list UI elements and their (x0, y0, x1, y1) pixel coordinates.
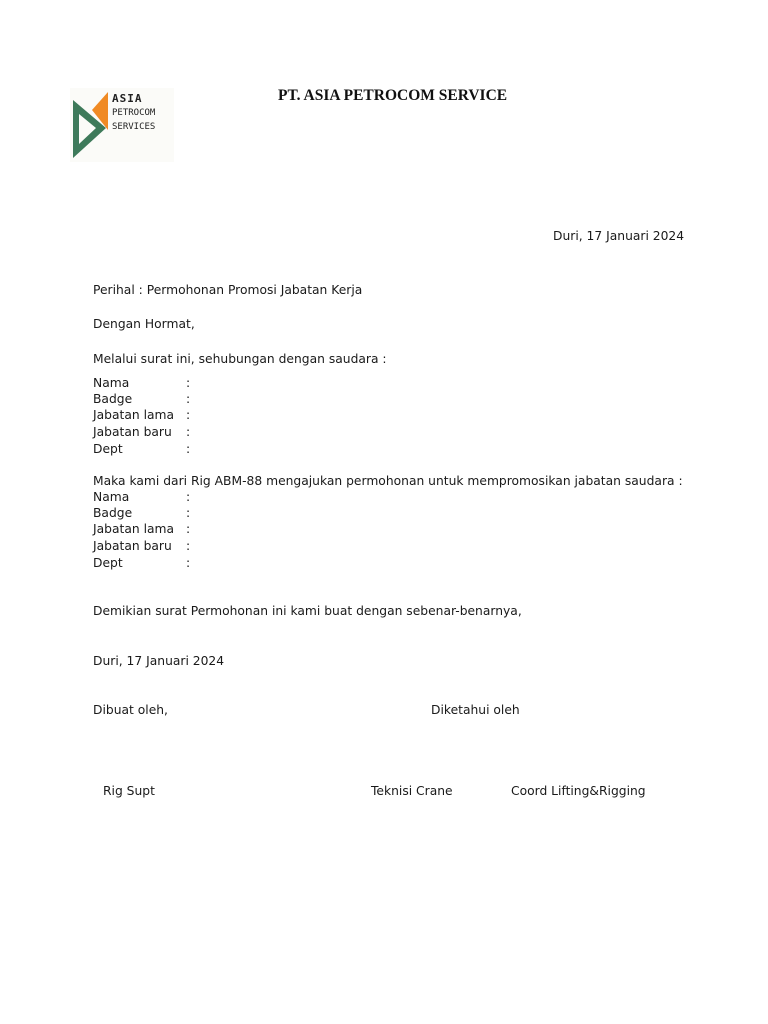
field-label: Jabatan lama (93, 522, 175, 536)
logo-mark-icon (70, 88, 112, 162)
intro-paragraph: Melalui surat ini, sehubungan dengan saudara : (93, 352, 387, 366)
field-colon: : (186, 506, 191, 520)
made-by-label: Dibuat oleh, (93, 703, 168, 717)
field-colon: : (186, 490, 191, 504)
field-colon: : (186, 556, 191, 570)
field-colon: : (186, 376, 191, 390)
signatory-teknisi-crane: Teknisi Crane (371, 784, 453, 798)
field-label: Dept (93, 556, 123, 570)
field-label: Badge (93, 392, 133, 406)
company-title: PT. ASIA PETROCOM SERVICE (278, 87, 508, 104)
signatory-rig-supt: Rig Supt (103, 784, 155, 798)
field-colon: : (186, 408, 191, 422)
field-colon: : (186, 425, 191, 439)
acknowledged-by-label: Diketahui oleh (431, 703, 520, 717)
field-label: Jabatan baru (93, 425, 172, 439)
field-label: Badge (93, 506, 133, 520)
date-bottom: Duri, 17 Januari 2024 (93, 654, 225, 668)
closing-paragraph: Demikian surat Permohonan ini kami buat dengan sebenar-benarnya, (93, 604, 522, 618)
field-label: Nama (93, 376, 130, 390)
greeting: Dengan Hormat, (93, 317, 195, 331)
company-logo (70, 88, 174, 162)
field-colon: : (186, 522, 191, 536)
field-label: Jabatan baru (93, 539, 172, 553)
signatory-coord-lifting: Coord Lifting&Rigging (511, 784, 646, 798)
request-paragraph: Maka kami dari Rig ABM-88 mengajukan permohonan untuk mempromosikan jabatan saudara : (93, 474, 683, 488)
field-label: Jabatan lama (93, 408, 175, 422)
subject-line: Perihal : Permohonan Promosi Jabatan Kerja (93, 283, 363, 297)
field-label: Nama (93, 490, 130, 504)
field-colon: : (186, 539, 191, 553)
field-colon: : (186, 442, 191, 456)
date-top: Duri, 17 Januari 2024 (553, 229, 685, 243)
logo-text-services: SERVICES (112, 122, 156, 132)
logo-text-asia: ASIA (112, 92, 143, 105)
field-colon: : (186, 392, 191, 406)
logo-text-petrocom: PETROCOM (112, 108, 156, 118)
field-label: Dept (93, 442, 123, 456)
